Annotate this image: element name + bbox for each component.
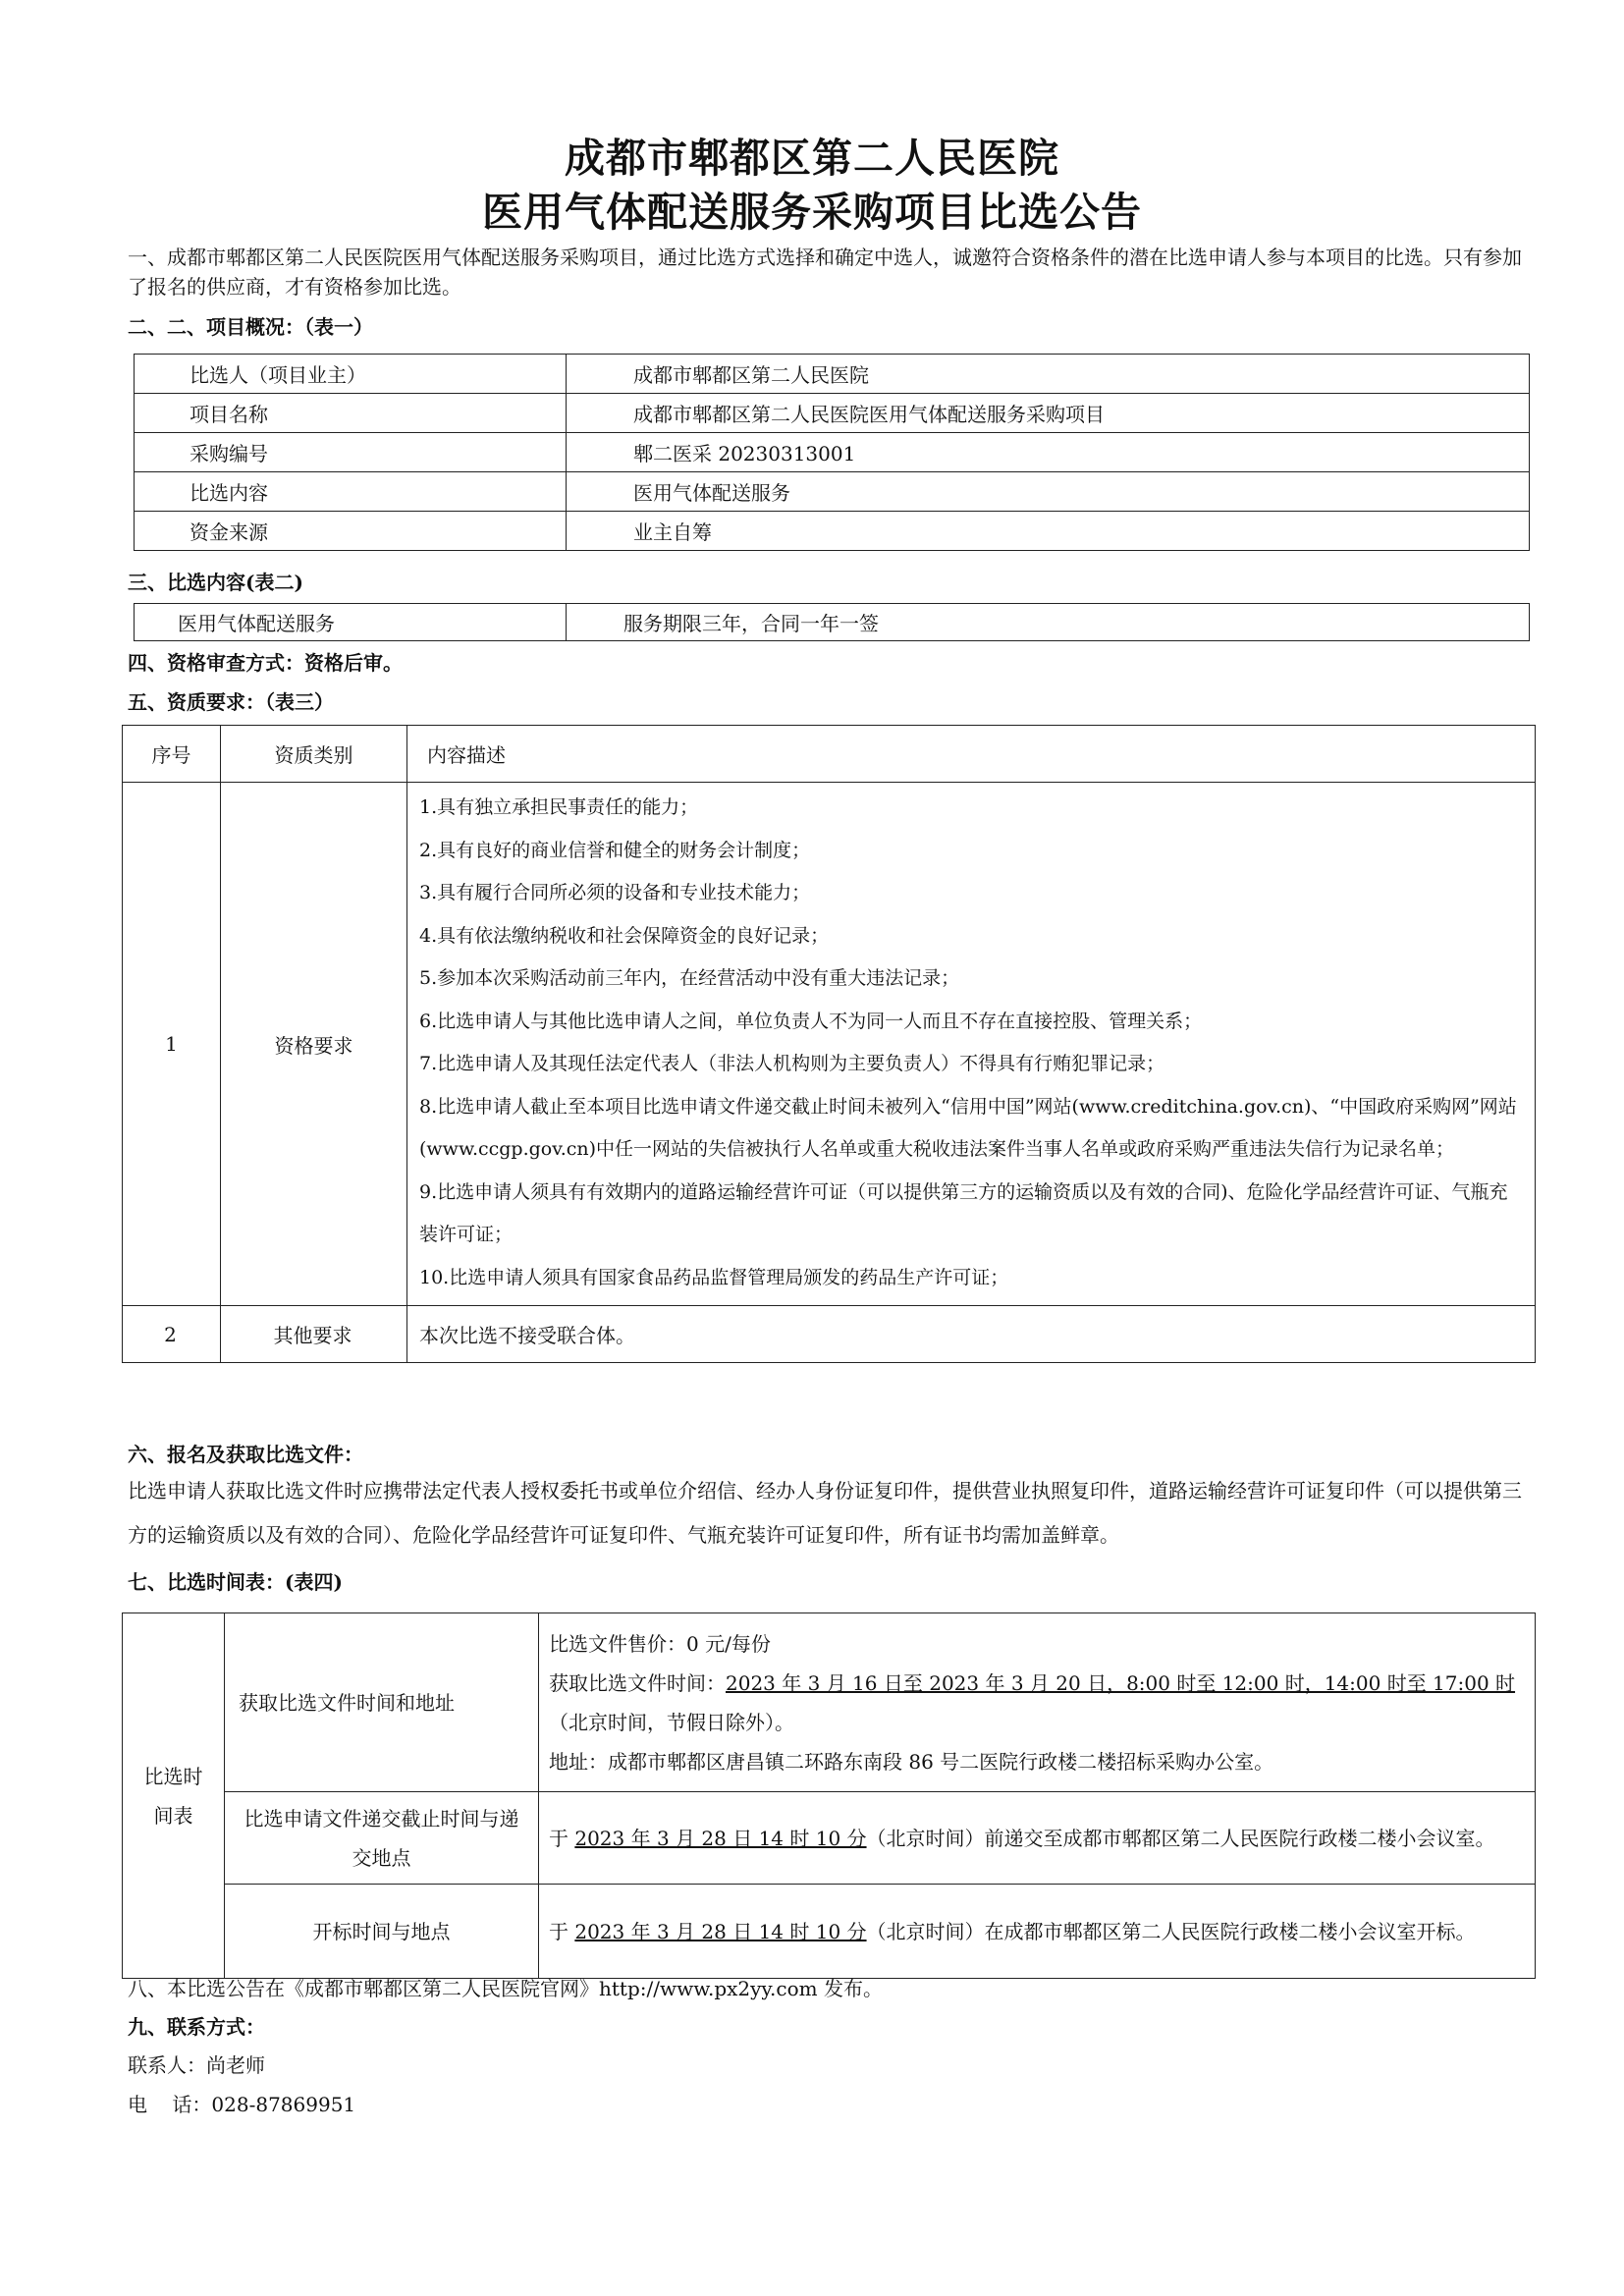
schedule-row-label: 比选申请文件递交截止时间与递交地点 bbox=[225, 1792, 539, 1885]
schedule-row-content bbox=[539, 1885, 1536, 1979]
deadline-prefix: 于 bbox=[549, 1826, 575, 1850]
deadline-time: 2023 年 3 月 28 日 14 时 10 分 bbox=[574, 1826, 867, 1850]
qualification-category: 其他要求 bbox=[221, 1306, 407, 1363]
overview-key: 采购编号 bbox=[135, 433, 567, 472]
content-table bbox=[134, 603, 1530, 641]
requirement-item: 7.比选申请人及其现任法定代表人（非法人机构则为主要负责人）不得具有行贿犯罪记录； bbox=[419, 1053, 1165, 1074]
content-value: 服务期限三年，合同一年一签 bbox=[567, 604, 1530, 641]
requirement-item: 8.比选申请人截止至本项目比选申请文件递交截止时间未被列入“信用中国”网站(www.creditchina.gov.cn)、“中国政府采购网”网站(www.ccgp.gov.cn)中任一网站的失信被执行人名单或重大税收违法案件当事人名单或政府采购严重违法失信行为记录名单； bbox=[419, 1095, 1517, 1160]
document-price: 比选文件售价：0 元/每份 bbox=[549, 1631, 771, 1656]
intro-paragraph: 一、成都市郫都区第二人民医院医用气体配送服务采购项目，通过比选方式选择和确定中选人，诚邀符合资格条件的潜在比选申请人参与本项目的比选。只有参加了报名的供应商，才有资格参加比选。 bbox=[128, 246, 1522, 299]
contact-person: 联系人：尚老师 bbox=[128, 2053, 265, 2077]
section-3-heading: 三、比选内容(表二) bbox=[128, 571, 303, 594]
overview-key: 比选内容 bbox=[135, 472, 567, 512]
contact-phone: 电 话：028-87869951 bbox=[128, 2093, 356, 2116]
row-number: 1 bbox=[123, 783, 221, 1306]
deadline-suffix: （北京时间）前递交至成都市郫都区第二人民医院行政楼二楼小会议室。 bbox=[866, 1826, 1495, 1850]
opening-suffix: （北京时间）在成都市郫都区第二人民医院行政楼二楼小会议室开标。 bbox=[866, 1919, 1476, 1943]
acquisition-time-range: 2023 年 3 月 16 日至 2023 年 3 月 20 日，8:00 时至 12:00 时，14:00 时至 17:00 时 bbox=[726, 1670, 1516, 1695]
section-9-heading: 九、联系方式： bbox=[128, 2015, 265, 2039]
requirement-item: 10.比选申请人须具有国家食品药品监督管理局颁发的药品生产许可证； bbox=[419, 1266, 1009, 1288]
overview-value: 医用气体配送服务 bbox=[567, 472, 1530, 512]
schedule-row-content bbox=[539, 1792, 1536, 1885]
table-row bbox=[135, 355, 1530, 394]
section-6-heading: 六、报名及获取比选文件： bbox=[128, 1443, 363, 1466]
table-row bbox=[123, 1792, 1536, 1885]
table-row bbox=[135, 472, 1530, 512]
row-number: 2 bbox=[123, 1306, 221, 1363]
opening-time: 2023 年 3 月 28 日 14 时 10 分 bbox=[574, 1919, 867, 1943]
section-6-body: 比选申请人获取比选文件时应携带法定代表人授权委托书或单位介绍信、经办人身份证复印件，提供营业执照复印件，道路运输经营许可证复印件（可以提供第三方的运输资质以及有效的合同）、危险化学品经营许可证复印件、气瓶充装许可证复印件，所有证书均需加盖鲜章。 bbox=[128, 1479, 1522, 1547]
section-7-heading: 七、比选时间表：(表四) bbox=[128, 1570, 343, 1594]
overview-value: 郫二医采 20230313001 bbox=[567, 433, 1530, 472]
table-header-row bbox=[123, 726, 1536, 783]
table-row bbox=[123, 783, 1536, 1306]
table-row bbox=[135, 512, 1530, 551]
qualification-description: 本次比选不接受联合体。 bbox=[407, 1306, 1536, 1363]
column-header: 序号 bbox=[123, 726, 221, 783]
schedule-row-content bbox=[539, 1613, 1536, 1792]
section-5-heading: 五、资质要求：（表三） bbox=[128, 690, 334, 714]
overview-value: 成都市郫都区第二人民医院医用气体配送服务采购项目 bbox=[567, 394, 1530, 433]
overview-key: 项目名称 bbox=[135, 394, 567, 433]
acquisition-time-suffix: （北京时间，节假日除外）。 bbox=[549, 1710, 794, 1734]
table-row bbox=[123, 1885, 1536, 1979]
requirement-item: 2.具有良好的商业信誉和健全的财务会计制度； bbox=[419, 839, 811, 861]
schedule-row-label: 开标时间与地点 bbox=[225, 1885, 539, 1979]
table-row bbox=[135, 604, 1530, 641]
overview-value: 成都市郫都区第二人民医院 bbox=[567, 355, 1530, 394]
requirement-item: 4.具有依法缴纳税收和社会保障资金的良好记录； bbox=[419, 924, 830, 947]
section-4-heading: 四、资格审查方式：资格后审。 bbox=[128, 651, 403, 675]
qualification-table bbox=[122, 725, 1536, 1363]
acquisition-time-prefix: 获取比选文件时间： bbox=[549, 1670, 726, 1695]
opening-prefix: 于 bbox=[549, 1919, 575, 1943]
acquisition-address: 地址：成都市郫都区唐昌镇二环路东南段 86 号二医院行政楼二楼招标采购办公室。 bbox=[549, 1749, 1274, 1774]
table-row bbox=[123, 1306, 1536, 1363]
overview-value: 业主自筹 bbox=[567, 512, 1530, 551]
schedule-table bbox=[122, 1613, 1536, 1979]
table-row bbox=[123, 1613, 1536, 1792]
content-key: 医用气体配送服务 bbox=[135, 604, 567, 641]
acquisition-time bbox=[549, 1664, 1525, 1742]
schedule-side-label: 比选时间表 bbox=[123, 1613, 225, 1979]
table-row bbox=[135, 394, 1530, 433]
overview-key: 比选人（项目业主） bbox=[135, 355, 567, 394]
column-header: 资质类别 bbox=[221, 726, 407, 783]
section-2-heading: 二、二、项目概况：（表一） bbox=[128, 315, 373, 339]
column-header: 内容描述 bbox=[407, 726, 1536, 783]
requirement-item: 1.具有独立承担民事责任的能力； bbox=[419, 796, 699, 818]
section-8-publication: 八、本比选公告在《成都市郫都区第二人民医院官网》http://www.px2yy.com 发布。 bbox=[128, 1977, 883, 2000]
requirement-item: 6.比选申请人与其他比选申请人之间，单位负责人不为同一人而且不存在直接控股、管理关系； bbox=[419, 1010, 1203, 1032]
qualification-category: 资格要求 bbox=[221, 783, 407, 1306]
requirement-item: 3.具有履行合同所必须的设备和专业技术能力； bbox=[419, 882, 811, 903]
title-line-2: 医用气体配送服务采购项目比选公告 bbox=[482, 189, 1142, 236]
schedule-row-label: 获取比选文件时间和地址 bbox=[225, 1613, 539, 1792]
requirement-item: 5.参加本次采购活动前三年内，在经营活动中没有重大违法记录； bbox=[419, 967, 960, 989]
project-overview-table bbox=[134, 354, 1530, 551]
requirement-item: 9.比选申请人须具有有效期内的道路运输经营许可证（可以提供第三方的运输资质以及有效的合同)、危险化学品经营许可证、气瓶充装许可证； bbox=[419, 1180, 1508, 1245]
title-line-1: 成都市郫都区第二人民医院 bbox=[565, 135, 1059, 182]
overview-key: 资金来源 bbox=[135, 512, 567, 551]
table-row bbox=[135, 433, 1530, 472]
qualification-description bbox=[407, 783, 1536, 1306]
